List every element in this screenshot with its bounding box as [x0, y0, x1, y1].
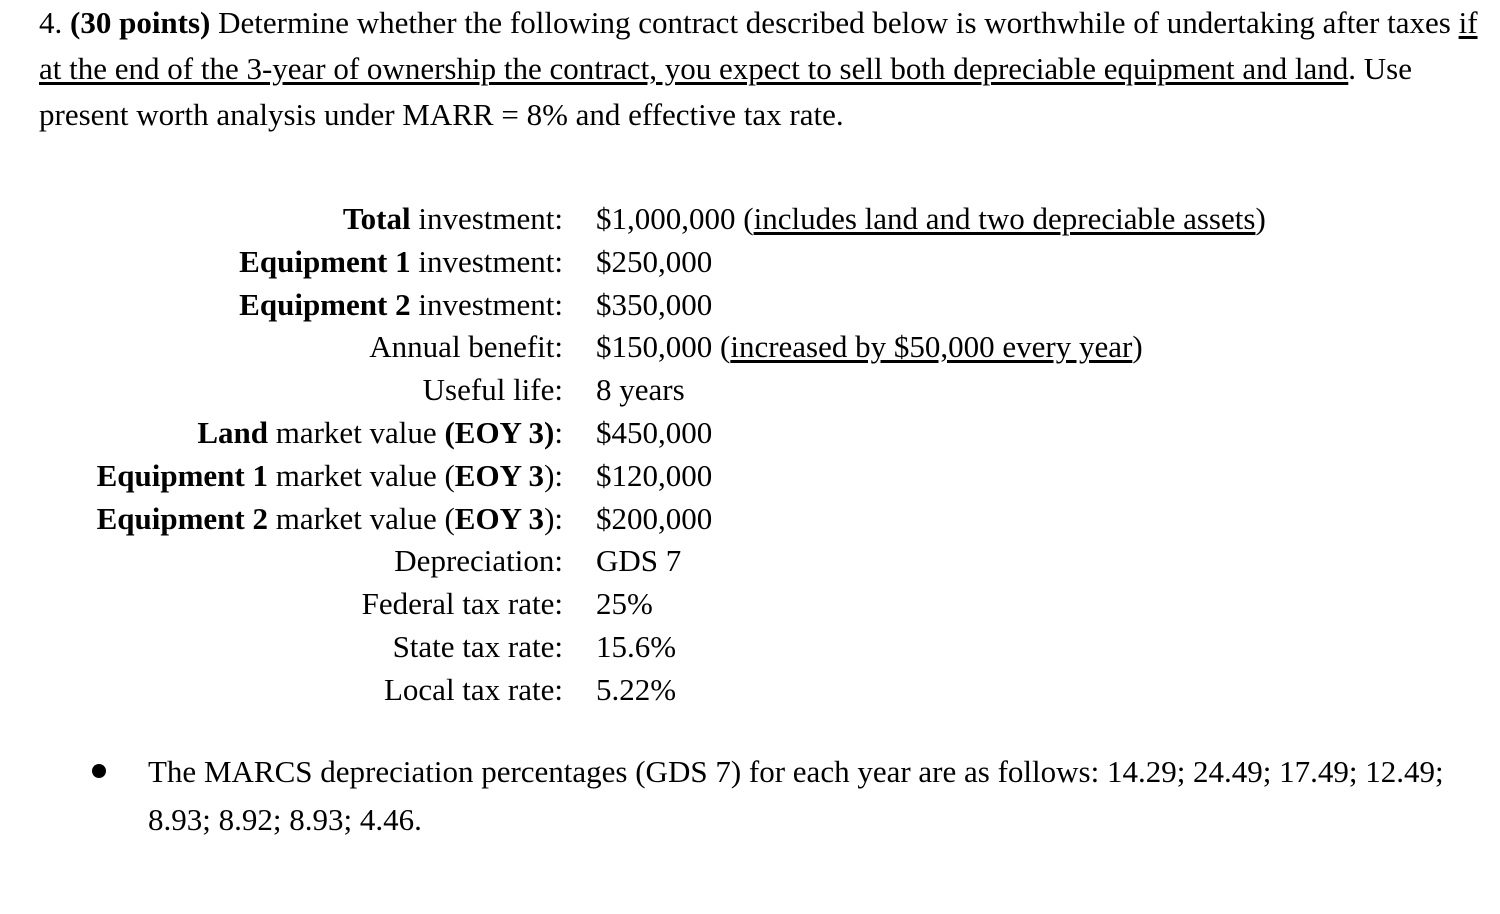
question-instruction: . Use present worth analysis under MARR = 8% and effective tax rate.: [39, 51, 1412, 132]
depreciation-note-text: The MARCS depreciation percentages (GDS 7) for each year are as follows: 14.29; 24.49; 17.49; 12.49; 8.93; 8.92; 8.93; 4.46.: [148, 754, 1444, 837]
row-value: $250,000: [596, 243, 713, 279]
table-row: [0, 498, 1266, 541]
table-row: [0, 455, 1266, 498]
question-condition: if at the end of the 3-year of ownership the contract, you expect to sell both depreciable equipment and land: [39, 5, 1478, 86]
row-value: 5.22%: [596, 671, 677, 707]
row-value: $200,000: [596, 500, 713, 536]
table-row: [0, 198, 1266, 241]
row-value: $150,000 (increased by $50,000 every year): [596, 329, 1143, 365]
row-value: 25%: [596, 586, 653, 622]
question-points: (30 points): [70, 5, 211, 40]
row-label: Equipment 2 investment:: [239, 286, 563, 322]
row-label: Land market value (EOY 3):: [197, 414, 563, 450]
table-row: [0, 369, 1266, 412]
table-row: [0, 626, 1266, 669]
table-row: [0, 540, 1266, 583]
row-value: $450,000: [596, 414, 713, 450]
row-value: 8 years: [596, 372, 685, 408]
table-row: [0, 241, 1266, 284]
question-text: [39, 0, 1479, 138]
row-label: Federal tax rate:: [361, 586, 563, 622]
row-label: Equipment 2 market value (EOY 3):: [96, 500, 563, 536]
row-value: $120,000: [596, 457, 713, 493]
row-label: Total investment:: [342, 201, 563, 236]
row-value: GDS 7: [596, 543, 682, 579]
depreciation-note: [92, 748, 1482, 844]
contract-data-table: [0, 198, 1266, 712]
row-label: Equipment 1 investment:: [239, 243, 563, 279]
row-value: $350,000: [596, 286, 713, 322]
table-row: [0, 284, 1266, 327]
table-row: [0, 583, 1266, 626]
row-label: State tax rate:: [392, 628, 563, 664]
row-label: Annual benefit:: [369, 329, 563, 365]
table-row: [0, 412, 1266, 455]
row-value: 15.6%: [596, 628, 677, 664]
question-number: 4.: [39, 5, 63, 40]
bullet-icon: [92, 764, 106, 778]
table-row: [0, 669, 1266, 712]
table-row: [0, 326, 1266, 369]
question-intro: Determine whether the following contract described below is worthwhile of undertaking after taxes: [210, 5, 1459, 40]
row-label: Equipment 1 market value (EOY 3):: [96, 457, 563, 493]
row-label: Useful life:: [422, 372, 563, 408]
row-label: Depreciation:: [394, 543, 563, 579]
row-value: $1,000,000 (includes land and two depreciable assets): [596, 201, 1266, 236]
row-label: Local tax rate:: [383, 671, 563, 707]
